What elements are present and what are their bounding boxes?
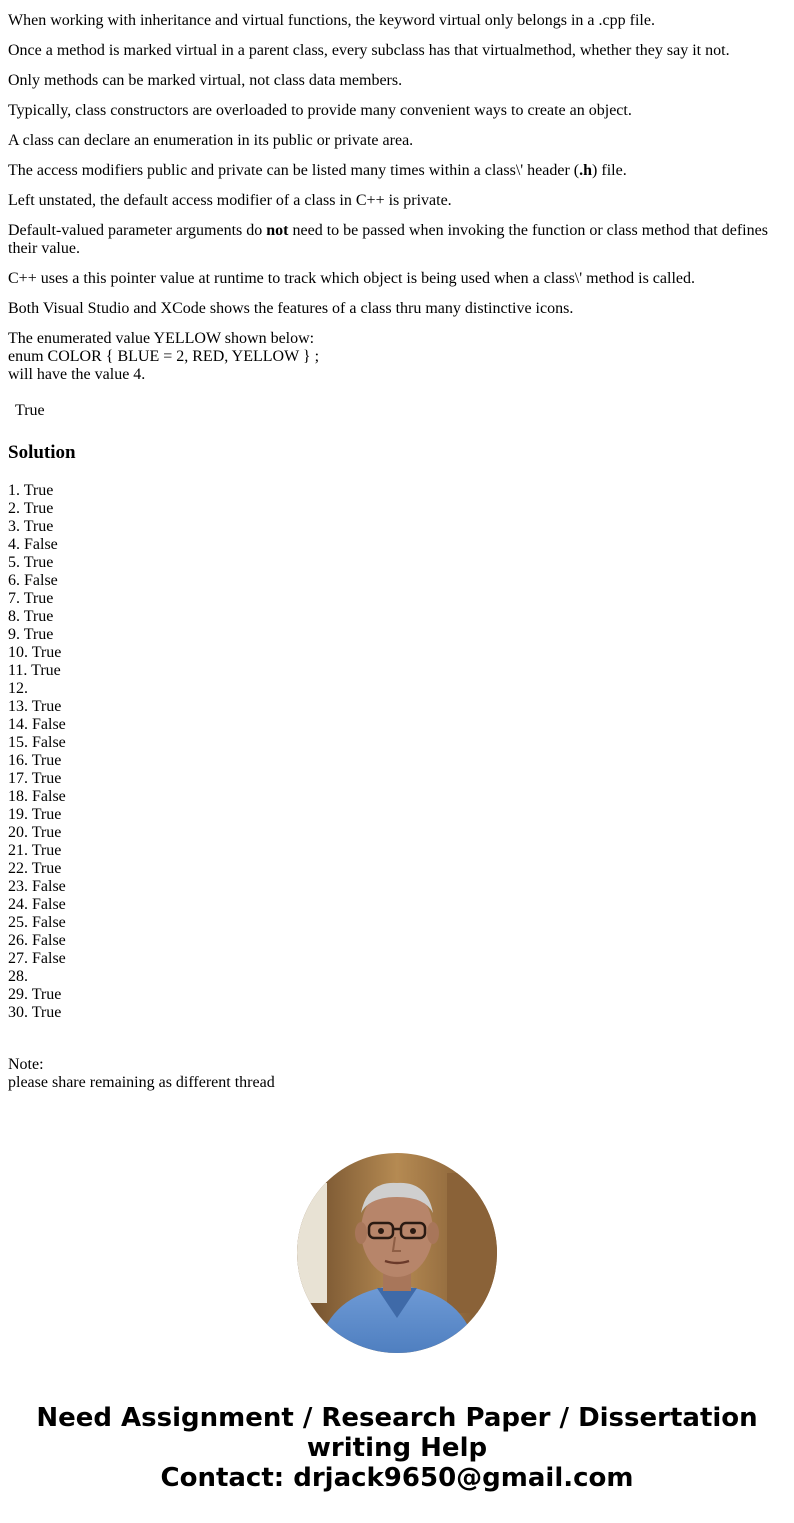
answer-item: 27. False: [8, 950, 66, 967]
note-label: Note:: [8, 1056, 44, 1073]
answer-item: 29. True: [8, 986, 62, 1003]
author-avatar: [297, 1153, 497, 1353]
answer-item: 5. True: [8, 554, 54, 571]
answer-item: 7. True: [8, 590, 54, 607]
answer-item: 20. True: [8, 824, 62, 841]
answer-item: 16. True: [8, 752, 62, 769]
question-statement: [8, 300, 786, 318]
statement-text: Left unstated, the default access modifier of a class in C++ is private.: [8, 192, 452, 209]
answer-item: 3. True: [8, 518, 54, 535]
answer-item: 4. False: [8, 536, 58, 553]
promo-line: Need Assignment / Research Paper / Dissertation: [36, 1403, 758, 1433]
question-statement: [8, 192, 786, 210]
promo-banner: [0, 1153, 794, 1493]
answer-item: 19. True: [8, 806, 62, 823]
question-statement: [8, 270, 786, 288]
answer-item: 12.: [8, 680, 28, 697]
answer-item: 2. True: [8, 500, 54, 517]
answer-item: 10. True: [8, 644, 62, 661]
statement-text: C++ uses a this pointer value at runtime to track which object is being used when a class\' method is called.: [8, 270, 695, 287]
statement-text: need to be passed when invoking the function or class method that defines their value.: [8, 222, 768, 257]
answer-item: 22. True: [8, 860, 62, 877]
question-statement: [8, 72, 786, 90]
answer-item: 30. True: [8, 1004, 62, 1021]
statement-text: ) file.: [592, 162, 627, 179]
answer-item: 26. False: [8, 932, 66, 949]
answer-item: 1. True: [8, 482, 54, 499]
statement-text: When working with inheritance and virtual functions, the keyword virtual only belongs in a .cpp file.: [8, 12, 655, 29]
answer-item: 25. False: [8, 914, 66, 931]
answer-item: 18. False: [8, 788, 66, 805]
answer-item: 14. False: [8, 716, 66, 733]
solution-heading: Solution: [8, 442, 76, 463]
answer-item: 6. False: [8, 572, 58, 589]
answer-list: [8, 482, 786, 1022]
statement-text: Both Visual Studio and XCode shows the features of a class thru many distinctive icons.: [8, 300, 574, 317]
statement-text: Once a method is marked virtual in a parent class, every subclass has that virtualmethod, whether they say it not.: [8, 42, 730, 59]
answer-item: 21. True: [8, 842, 62, 859]
note: [8, 1056, 786, 1092]
contact-email[interactable]: Contact: drjack9650@gmail.com: [160, 1463, 634, 1493]
statement-text: Only methods can be marked virtual, not class data members.: [8, 72, 403, 89]
question-statement: [8, 102, 786, 120]
enum-code-line: enum COLOR { BLUE = 2, RED, YELLOW } ;: [8, 348, 320, 365]
promo-line: writing Help: [306, 1433, 488, 1463]
document-content: [8, 0, 786, 1122]
statement-text: The access modifiers public and private can be listed many times within a class\' header (: [8, 162, 580, 179]
question-list: [8, 12, 786, 318]
question-statement: [8, 222, 786, 258]
emphasis-text: not: [266, 222, 289, 239]
statement-text: Typically, class constructors are overloaded to provide many convenient ways to create an object.: [8, 102, 632, 119]
statement-text: Default-valued parameter arguments do: [8, 222, 267, 239]
answer-option: True: [15, 402, 45, 419]
answer-item: 17. True: [8, 770, 62, 787]
answer-item: 9. True: [8, 626, 54, 643]
emphasis-text: .h: [579, 162, 593, 179]
promo-text: [0, 1403, 794, 1493]
question-statement: [8, 162, 786, 180]
enum-question: [8, 330, 786, 384]
question-statement: [8, 12, 786, 30]
statement-text: A class can declare an enumeration in its public or private area.: [8, 132, 414, 149]
answer-item: 13. True: [8, 698, 62, 715]
answer-item: 11. True: [8, 662, 61, 679]
person-photo-icon: [297, 1153, 497, 1353]
answer-item: 24. False: [8, 896, 66, 913]
enum-question-line: will have the value 4.: [8, 366, 146, 383]
question-statement: [8, 42, 786, 60]
answer-item: 23. False: [8, 878, 66, 895]
question-statement: [8, 132, 786, 150]
note-text: please share remaining as different thread: [8, 1074, 275, 1091]
answer-item: 15. False: [8, 734, 66, 751]
enum-question-line: The enumerated value YELLOW shown below:: [8, 330, 315, 347]
answer-item: 28.: [8, 968, 28, 985]
answer-item: 8. True: [8, 608, 54, 625]
